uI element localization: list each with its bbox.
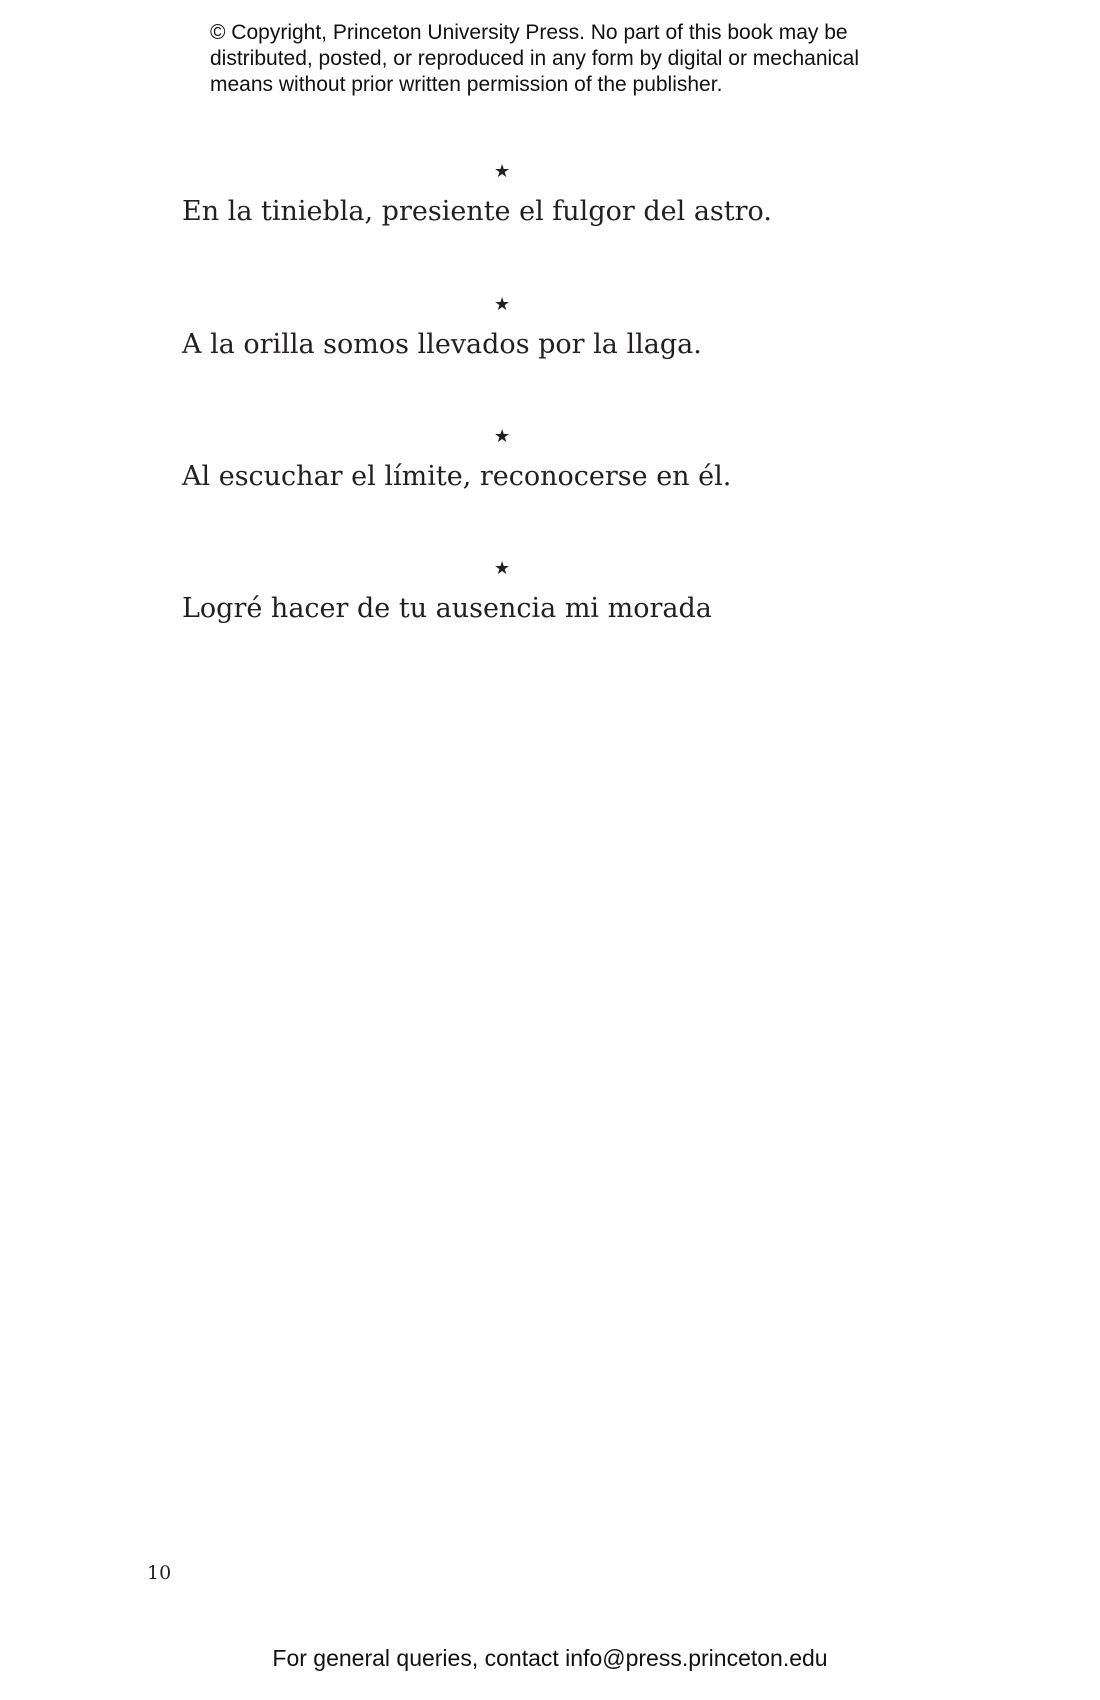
- star-icon: ★: [494, 426, 511, 447]
- footer-contact: For general queries, contact info@press.princeton.edu: [272, 1645, 828, 1671]
- poem-line: Al escuchar el límite, reconocerse en él.: [182, 461, 732, 492]
- page-number: 10: [147, 1562, 172, 1584]
- star-icon: ★: [494, 558, 511, 579]
- star-icon: ★: [494, 161, 511, 182]
- copyright-notice: © Copyright, Princeton University Press. No part of this book may be distributed, posted, or reproduced in any form by digital or mechanical means without prior written permission of the publisher.: [210, 21, 860, 96]
- poem-line: Logré hacer de tu ausencia mi morada: [182, 593, 712, 624]
- poem-line: En la tiniebla, presiente el fulgor del astro.: [182, 196, 772, 227]
- star-icon: ★: [494, 294, 511, 315]
- poem-line: A la orilla somos llevados por la llaga.: [182, 329, 702, 360]
